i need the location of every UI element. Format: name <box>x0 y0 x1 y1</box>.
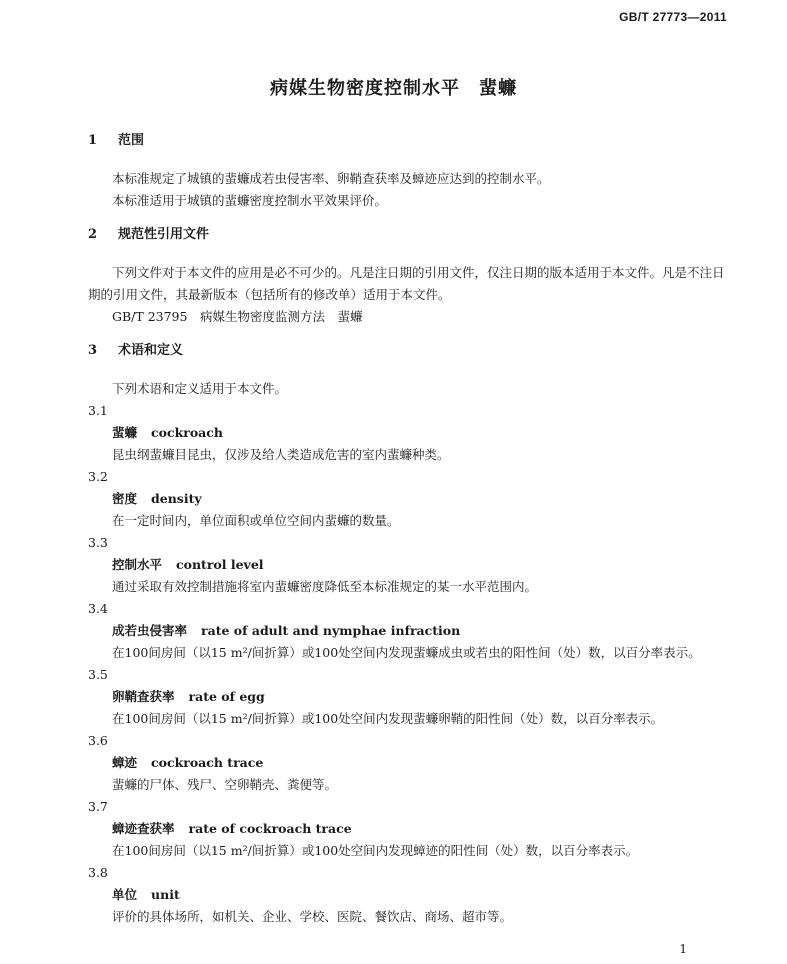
section-title: 术语和定义 <box>118 343 184 358</box>
term-definition: 在100间房间（以15 m²/间折算）或100处空间内发现蜚蠊卵鞘的阳性间（处）数，以百分率表示。 <box>112 711 664 726</box>
term-clause <box>88 400 728 466</box>
term-heading <box>88 686 728 708</box>
section-heading-normative-references <box>88 226 728 244</box>
term-zh: 控制水平 <box>112 557 163 572</box>
term-en: rate of cockroach trace <box>188 821 352 836</box>
term-zh: 蟑迹查获率 <box>112 821 175 836</box>
clause-number: 3.3 <box>88 535 108 550</box>
term-definition: 昆虫纲蜚蠊目昆虫，仅涉及给人类造成危害的室内蜚蠊种类。 <box>112 447 450 462</box>
clause-number: 3.6 <box>88 733 108 748</box>
section-number: 2 <box>88 227 98 242</box>
document-title: 病媒生物密度控制水平 蜚蠊 <box>270 78 517 99</box>
term-heading <box>88 422 728 444</box>
scope-paragraph-2: 本标准适用于城镇的蜚蠊密度控制水平效果评价。 <box>112 193 388 208</box>
term-zh: 蜚蠊 <box>112 425 138 440</box>
term-en: control level <box>176 557 264 572</box>
terms-intro: 下列术语和定义适用于本文件。 <box>112 381 288 396</box>
standard-code: GB/T 27773—2011 <box>619 10 727 24</box>
reference-item: GB/T 23795 病媒生物密度监测方法 蜚蠊 <box>112 309 363 324</box>
clause-number: 3.5 <box>88 667 108 682</box>
term-clause <box>88 466 728 532</box>
term-en: rate of adult and nymphae infraction <box>201 623 461 638</box>
section-number: 1 <box>88 133 98 148</box>
term-clause <box>88 598 728 664</box>
term-en: unit <box>151 887 180 902</box>
term-zh: 卵鞘查获率 <box>112 689 175 704</box>
term-heading <box>88 620 728 642</box>
section-title: 范围 <box>118 133 145 148</box>
section-title: 规范性引用文件 <box>118 227 210 242</box>
term-definition: 评价的具体场所，如机关、企业、学校、医院、餐饮店、商场、超市等。 <box>112 909 513 924</box>
term-definition: 蜚蠊的尸体、残尸、空卵鞘壳、粪便等。 <box>112 777 338 792</box>
term-en: rate of egg <box>188 689 265 704</box>
clause-number: 3.8 <box>88 865 108 880</box>
clause-number: 3.1 <box>88 403 108 418</box>
term-en: cockroach trace <box>151 755 264 770</box>
clause-number: 3.4 <box>88 601 108 616</box>
document-body <box>88 132 728 928</box>
scope-paragraph-1: 本标准规定了城镇的蜚蠊成若虫侵害率、卵鞘查获率及蟑迹应达到的控制水平。 <box>112 171 550 186</box>
term-clause <box>88 730 728 796</box>
section-heading-terms <box>88 342 728 360</box>
term-definition: 通过采取有效控制措施将室内蜚蠊密度降低至本标准规定的某一水平范围内。 <box>112 579 538 594</box>
term-definition: 在100间房间（以15 m²/间折算）或100处空间内发现蟑迹的阳性间（处）数，以百分率表示。 <box>112 843 639 858</box>
page-number: 1 <box>679 942 687 956</box>
term-zh: 单位 <box>112 887 138 902</box>
term-clause <box>88 532 728 598</box>
term-zh: 蟑迹 <box>112 755 138 770</box>
section-number: 3 <box>88 343 98 358</box>
term-heading <box>88 884 728 906</box>
term-heading <box>88 488 728 510</box>
term-heading <box>88 554 728 576</box>
references-paragraph: 下列文件对于本文件的应用是必不可少的。凡是注日期的引用文件，仅注日期的版本适用于本文件。凡是不注日期的引用文件，其最新版本（包括所有的修改单）适用于本文件。 <box>88 265 725 302</box>
term-zh: 成若虫侵害率 <box>112 623 188 638</box>
section-heading-scope <box>88 132 728 150</box>
term-heading <box>88 818 728 840</box>
clause-number: 3.2 <box>88 469 108 484</box>
term-clause <box>88 796 728 862</box>
term-clause <box>88 862 728 928</box>
term-definition: 在100间房间（以15 m²/间折算）或100处空间内发现蜚蠊成虫或若虫的阳性间（处）数，以百分率表示。 <box>112 645 701 660</box>
term-en: cockroach <box>151 425 223 440</box>
clause-number: 3.7 <box>88 799 108 814</box>
term-heading <box>88 752 728 774</box>
term-definition: 在一定时间内，单位面积或单位空间内蜚蠊的数量。 <box>112 513 400 528</box>
term-clause <box>88 664 728 730</box>
term-zh: 密度 <box>112 491 138 506</box>
term-en: density <box>151 491 202 506</box>
